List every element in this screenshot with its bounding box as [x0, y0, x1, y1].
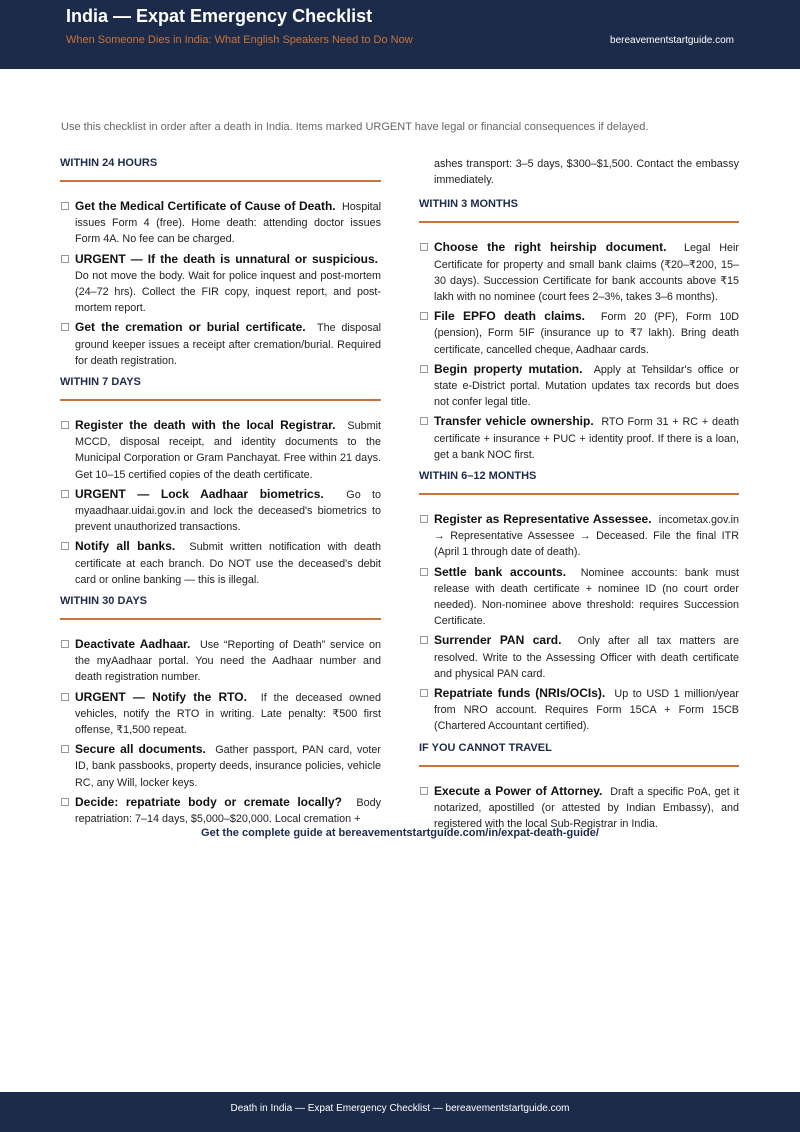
item-description: Use “Reporting of Death” service on the myAadhaar portal. You need the Aadhaar number and death registration number.	[75, 639, 382, 684]
checklist-item	[419, 361, 739, 411]
guide-link[interactable]: Get the complete guide at bereavementstartguide.com/in/expat-death-guide/	[201, 827, 599, 839]
checklist-item	[419, 413, 739, 463]
item-title: Decide: repatriate body or cremate locally?	[75, 794, 343, 809]
page-header	[0, 0, 800, 69]
checkbox-icon[interactable]	[420, 568, 428, 576]
checkbox-icon[interactable]	[61, 745, 69, 753]
item-description: Apply at Tehsildar's office or state e-District portal. Mutation updates tax records but does not confer legal title.	[434, 363, 740, 409]
item-description: Only after all tax matters are resolved. Write to the Assessing Officer with death certificate and physical PAN card.	[434, 635, 739, 680]
item-description: Up to USD 1 million/year from NRO account. Requires Form 15CA + Form 15CB (Chartered Accountant certified).	[434, 688, 739, 733]
footer-text: Death in India — Expat Emergency Checklist — bereavementstartguide.com	[230, 1103, 570, 1114]
checkbox-icon[interactable]	[61, 490, 69, 498]
section-heading: WITHIN 6–12 MONTHS	[419, 469, 739, 495]
checkbox-icon[interactable]	[420, 365, 428, 373]
item-title: Surrender PAN card.	[434, 633, 562, 648]
checklist-item	[419, 685, 739, 735]
checklist-item	[419, 239, 739, 305]
item-continuation: ashes transport: 3–5 days, $300–$1,500. Contact the embassy immediately.	[434, 158, 739, 187]
checkbox-icon[interactable]	[420, 787, 428, 795]
item-title: Execute a Power of Attorney.	[434, 783, 603, 798]
checklist-item	[60, 794, 381, 827]
checklist-item	[419, 632, 739, 682]
item-title: Repatriate funds (NRIs/OCIs).	[434, 686, 606, 701]
item-description: Draft a specific PoA, get it notarized, apostilled (or attested by Indian Embassy), and registered with the local Sub-Registrar in India.	[434, 785, 740, 831]
item-description: Body repatriation: 7–14 days, $5,000–$20,000. Local cremation +	[75, 796, 381, 826]
item-title: Begin property mutation.	[434, 361, 583, 376]
page-footer	[0, 1092, 800, 1132]
item-title: Get the Medical Certificate of Cause of Death.	[75, 199, 336, 213]
checkbox-icon[interactable]	[61, 542, 69, 550]
item-description: Form 20 (PF), Form 10D (pension), Form 5IF (insurance up to ₹7 lakh). Bring death certificate, cancelled cheque, Aadhaar cards.	[434, 311, 739, 356]
item-description: Gather passport, PAN card, voter ID, bank passbooks, property deeds, insurance policies, vehicle RC, any Will, locker keys.	[75, 744, 381, 789]
section-3-months	[419, 197, 739, 463]
left-column	[60, 156, 381, 833]
item-description: Go to myaadhaar.uidai.gov.in and lock the deceased's biometrics to prevent unauthorized transactions.	[75, 488, 381, 534]
section-heading: WITHIN 7 DAYS	[60, 375, 381, 401]
checklist-item	[60, 636, 381, 686]
checklist-item	[419, 511, 739, 561]
checkbox-icon[interactable]	[420, 689, 428, 697]
checklist-item	[60, 417, 381, 483]
checkbox-icon[interactable]	[61, 255, 69, 263]
item-title: Transfer vehicle ownership.	[434, 414, 594, 429]
item-title: URGENT — If the death is unnatural or suspicious.	[75, 251, 378, 266]
item-description: The disposal ground keeper issues a receipt after cremation/burial. Required for death registration.	[75, 322, 381, 367]
item-title: Register the death with the local Registrar.	[75, 418, 336, 433]
intro-text: Use this checklist in order after a death in India. Items marked URGENT have legal or financial consequences if delayed.	[61, 121, 649, 133]
section-heading: IF YOU CANNOT TRAVEL	[419, 741, 739, 767]
item-description: Submit MCCD, disposal receipt, and identity documents to the Municipal Corporation or Gram Panchayat. Free within 21 days. Get 10–15 certified copies of the death certificate.	[75, 420, 381, 481]
item-description: If the deceased owned vehicles, notify the RTO in writing. Late penalty: ₹500 first offense, ₹1,500 repeat.	[75, 691, 381, 737]
section-heading: WITHIN 24 HOURS	[60, 156, 381, 182]
checklist-item	[60, 251, 381, 317]
checklist-item	[419, 308, 739, 358]
checkbox-icon[interactable]	[61, 640, 69, 648]
checkbox-icon[interactable]	[61, 421, 69, 429]
checkbox-icon[interactable]	[420, 417, 428, 425]
item-description: Submit written notification with death certificate at each branch. Do NOT use the deceased's debit card or online banking — this is illegal.	[75, 541, 381, 586]
checklist-item	[60, 741, 381, 791]
item-title: Choose the right heirship document.	[434, 240, 667, 255]
header-site-link[interactable]: bereavementstartguide.com	[610, 35, 734, 46]
right-column	[419, 156, 739, 838]
checkbox-icon[interactable]	[61, 693, 69, 701]
checkbox-icon[interactable]	[420, 515, 428, 523]
item-description: RTO Form 31 + RC + death certificate + insurance + PUC + identity proof. If there is a loan, get a bank NOC first.	[434, 416, 739, 461]
checklist-item	[419, 564, 739, 630]
checkbox-icon[interactable]	[61, 323, 69, 331]
section-heading: WITHIN 3 MONTHS	[419, 197, 739, 223]
item-description: Do not move the body. Wait for police inquest and post-mortem (24–72 hrs). Collect the FIR copy, inquest report, and post-mortem report.	[75, 269, 381, 315]
section-30-days	[60, 594, 381, 827]
item-title: File EPFO death claims.	[434, 309, 585, 324]
item-title: Notify all banks.	[75, 539, 176, 554]
item-title: Get the cremation or burial certificate.	[75, 320, 306, 335]
checkbox-icon[interactable]	[61, 798, 69, 806]
item-description: incometax.gov.in → Representative Assessee → Deceased. File the final ITR (April 1 through date of death).	[434, 514, 740, 559]
page-title: India — Expat Emergency Checklist	[66, 6, 373, 26]
item-title: URGENT — Lock Aadhaar biometrics.	[75, 486, 324, 501]
checklist-item	[60, 319, 381, 369]
checklist-item	[60, 689, 381, 739]
section-heading: WITHIN 30 DAYS	[60, 594, 381, 620]
item-description: Legal Heir Certificate for property and small bank claims (₹20–₹200, 15–30 days). Succession Certificate for bank accounts above ₹15 lakh with no nominee (court fees 2–3%, takes 3–6 months).	[434, 242, 740, 304]
checklist-item	[419, 783, 739, 833]
item-description: Hospital issues Form 4 (free). Home death: attending doctor issues Form 4A. No fee can be charged.	[75, 201, 382, 246]
section-cannot-travel	[419, 741, 739, 833]
section-7-days	[60, 375, 381, 588]
checkbox-icon[interactable]	[420, 243, 428, 251]
item-title: Deactivate Aadhaar.	[75, 637, 191, 652]
checkbox-icon[interactable]	[420, 636, 428, 644]
item-title: Register as Representative Assessee.	[434, 512, 652, 527]
section-24-hours	[60, 156, 381, 369]
item-title: URGENT — Notify the RTO.	[75, 689, 247, 704]
checklist-item	[60, 538, 381, 588]
item-title: Settle bank accounts.	[434, 564, 567, 579]
checkbox-icon[interactable]	[420, 312, 428, 320]
item-title: Secure all documents.	[75, 742, 206, 757]
checkbox-icon[interactable]	[61, 202, 69, 210]
item-description: Nominee accounts: bank must release with death certificate + nominee ID (no court order needed). Non-nominee above threshold: requires Succession Certificate.	[434, 566, 740, 628]
checklist-item	[60, 486, 381, 536]
checklist-item	[60, 198, 381, 248]
page-subtitle: When Someone Dies in India: What English Speakers Need to Do Now	[66, 34, 413, 46]
section-6-12-months	[419, 469, 739, 735]
